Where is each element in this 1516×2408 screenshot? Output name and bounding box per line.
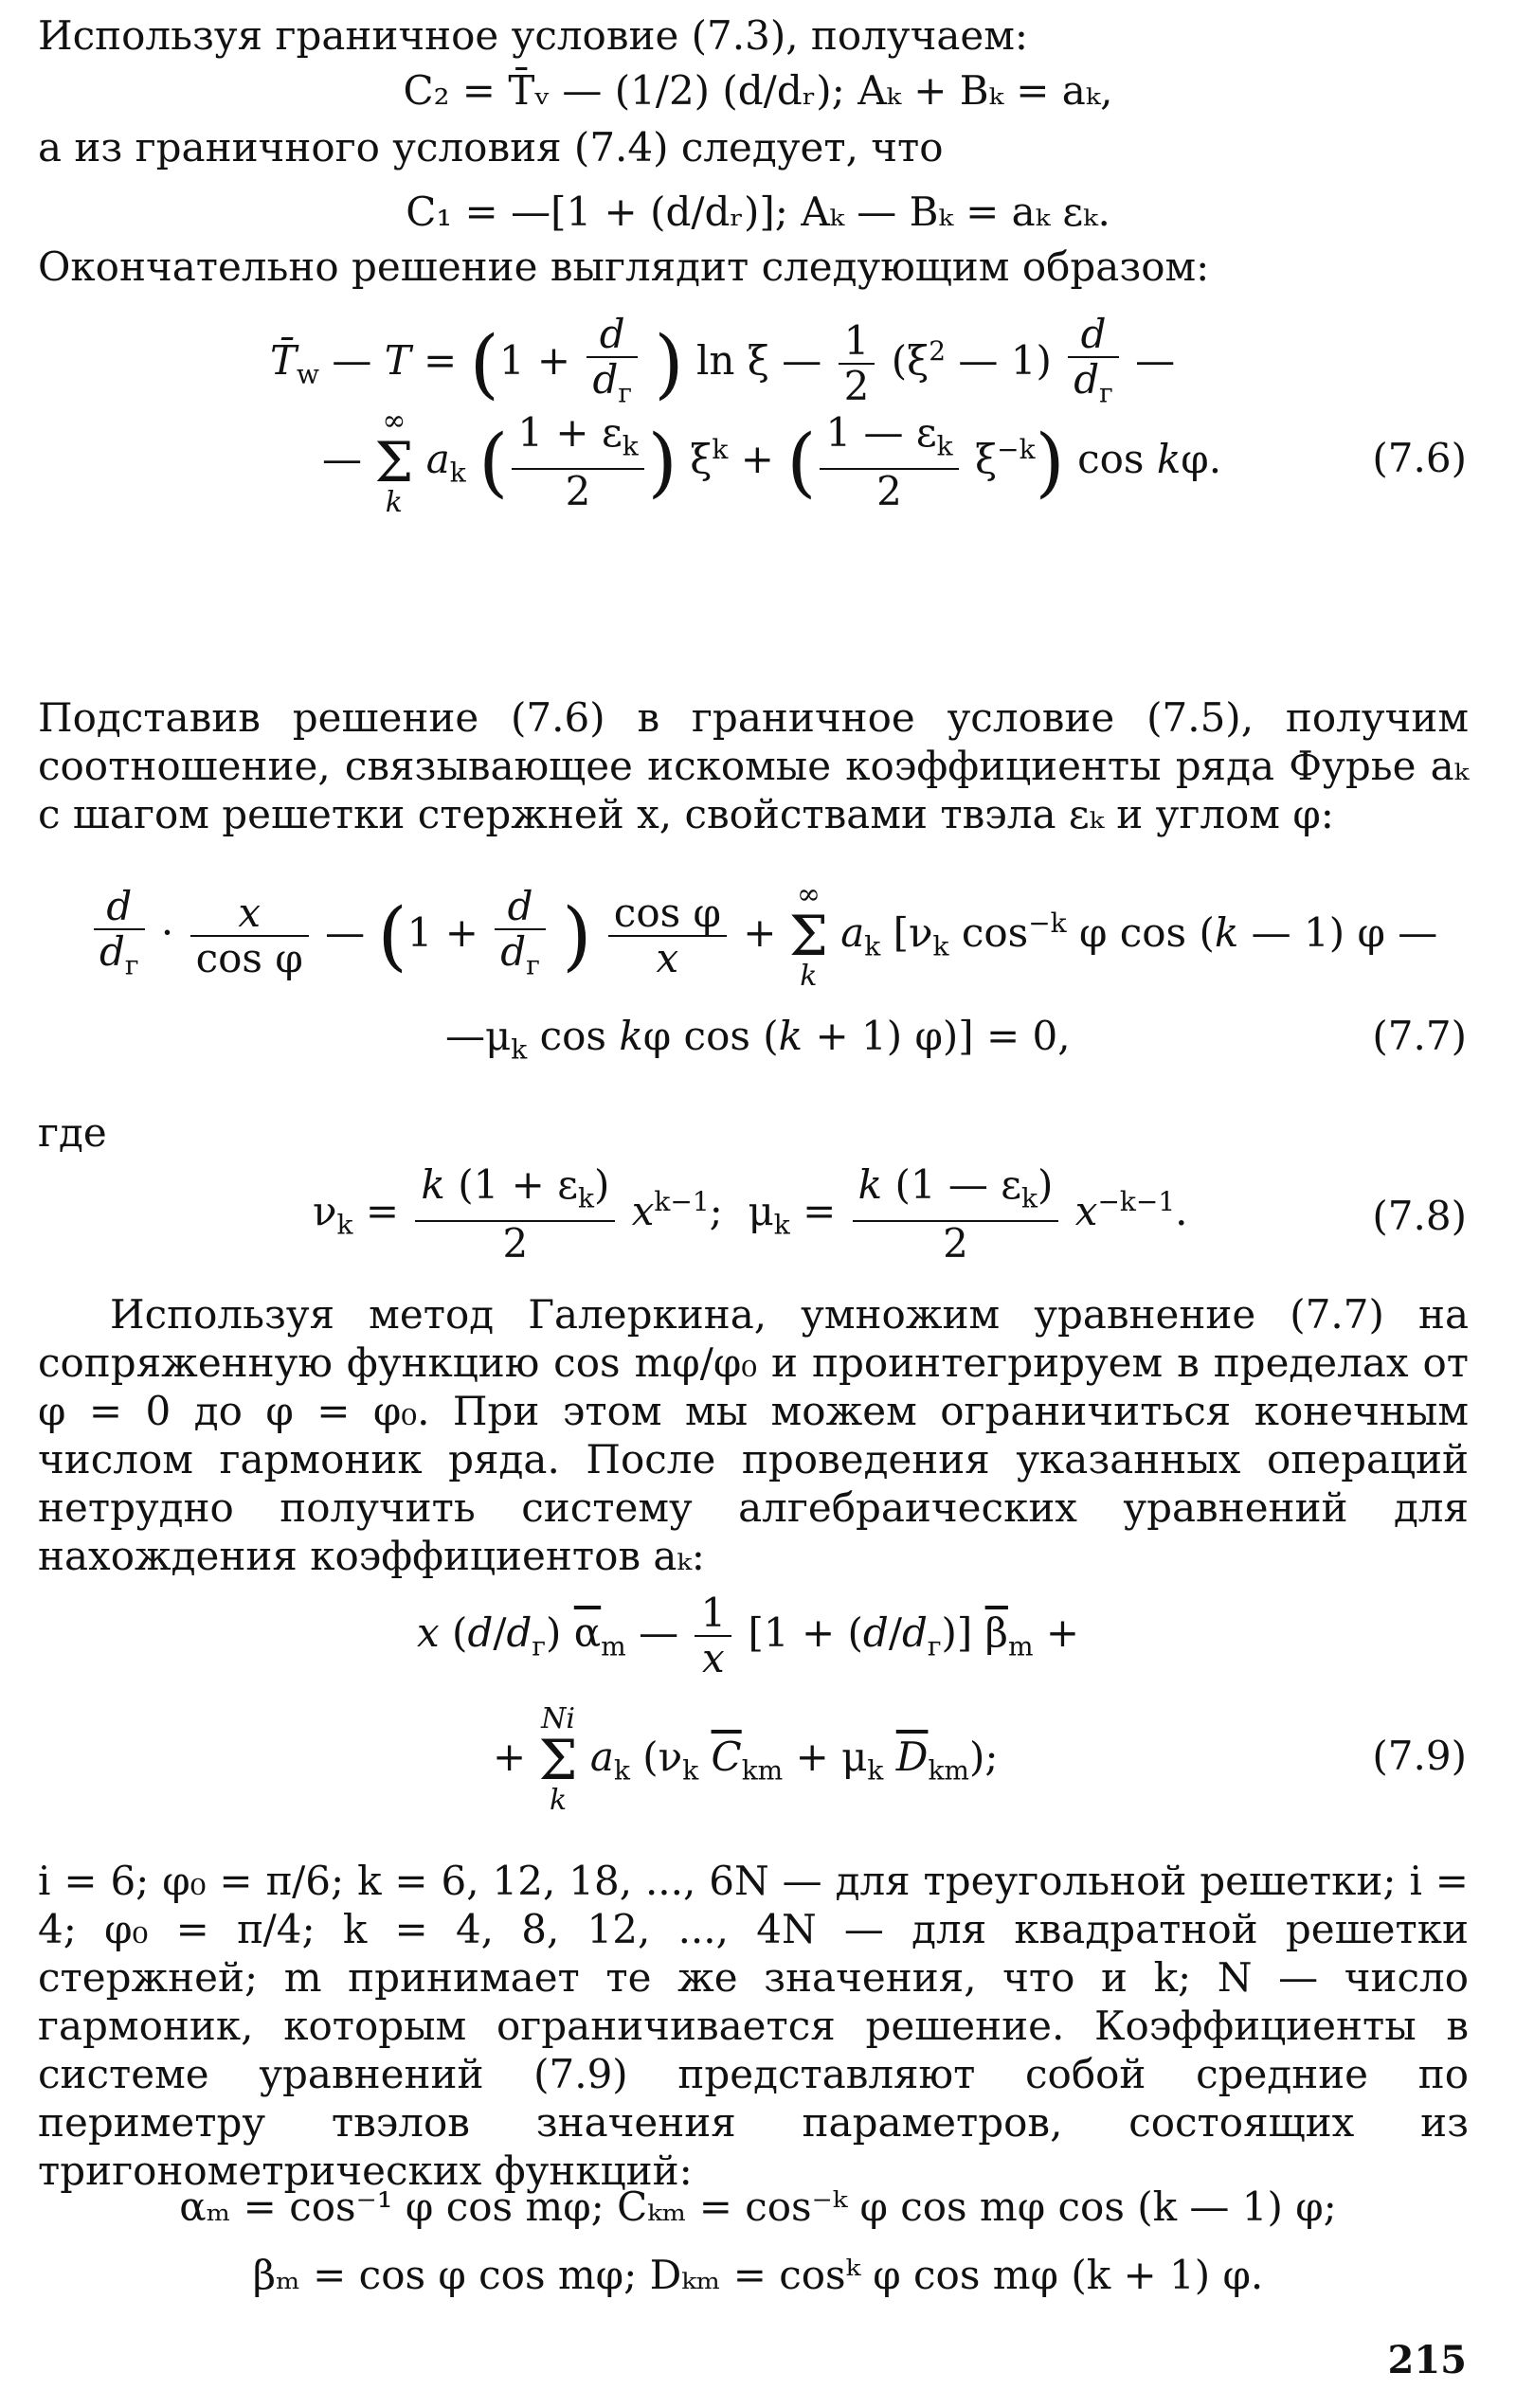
equation-number-7-9: (7.9) [1372,1733,1467,1779]
paragraph-solution: Окончательно решение выглядит следующим образом: [38,243,1210,290]
paragraph-galerkin: Используя метод Галеркина, умножим уравнение (7.7) на сопряженную функцию cos mφ/φ₀ и проинтегрируем в пределах от φ = 0 до φ = φ₀. При этом мы можем ограничиться конечным числом гармоник ряда. После проведения указанных операций нетрудно получить систему алгебраических уравнений для нахождения коэффициентов aₖ: [38,1291,1469,1579]
equation-number-7-7: (7.7) [1372,1013,1467,1059]
equation-7-8: $\nu_k$ = $\frac{k (1 + \varepsilon_k)}{2}$ $x^{k-1}$; $\mu_k$ = $\frac{k (1 — \varepsilon_k)}{2}$ $x^{-k-1}$. (7.8) [313,1161,1467,1267]
equation-c2: C₂ = T̄ᵥ — (1/2) (d/dᵣ); Aₖ + Bₖ = aₖ, [403,67,1113,114]
equation-7-7: $\frac{d}{d_г}$ · $\frac{x}{\text{cos φ}}$ — (1 + $\frac{d}{d_г}$ ) $\frac{\text{cos φ}}{x}$ + ∞ Σ k $a_k$ [$\nu_k$ $\cos^{-k} \varphi$ cos (k — 1) φ — $—\mu_k$ cos kφ cos (k + 1) φ)] = 0, (7.7) [0,881,1516,1070]
label-where: где [38,1109,107,1156]
equation-7-6: $T̄_w$ — T = (1 + $\frac{d}{d_г}$ ) ln ξ — $\frac{1}{2}$ ($\xi^2$ — 1) $\frac{d}{d_г}$ — — ∞ Σ k $a_k$ ( $\frac{1 + \varepsilon_k}{2}$ ) $\xi^k$ + ( $\frac{1 — \varepsilon_k}{2}$ $\xi^{-k}$) cos kφ. (7.6) [270,311,1467,519]
equation-c1: C₁ = —[1 + (d/dᵣ)]; Aₖ — Bₖ = aₖ εₖ. [406,189,1110,235]
equation-number-7-8: (7.8) [1372,1193,1467,1239]
equation-alpha-c: αₘ = cos⁻¹ φ cos mφ; Cₖₘ = cos⁻ᵏ φ cos mφ cos (k — 1) φ; [179,2183,1337,2230]
equation-beta-d: βₘ = cos φ cos mφ; Dₖₘ = cosᵏ φ cos mφ (k + 1) φ. [252,2252,1264,2298]
paragraph-substitution: Подставив решение (7.6) в граничное условие (7.5), получим соотношение, связывающее искомые коэффициенты ряда Фурье aₖ с шагом решетки стержней x, свойствами твэла εₖ и углом φ: [38,694,1469,837]
paragraph-coefficients: i = 6; φ₀ = π/6; k = 6, 12, 18, ..., 6N — для треугольной решетки; i = 4; φ₀ = π/4; k = 4, 8, 12, ..., 4N — для квадратной решетки стержней; m принимает те же значения, что и k; N — число гармоник, которым ограничивается решение. Коэффициенты в системе уравнений (7.9) представляют собой средние по периметру твэлов значения параметров, состоящих из тригонометрических функций: [38,1858,1469,2194]
paragraph-intro: Используя граничное условие (7.3), получаем: [38,12,1029,59]
page-number: 215 [1387,2338,1467,2382]
equation-7-9: x $(d/d_г)$ $\overline{\alpha}_m$ — $\frac{1}{x}$ $[1 + (d/d_г)]$ $\overline{\beta}_m$ + + Ni Σ k $a_k$ ($\nu_k$ $\overline{C}_{km} + \mu_k$ $\overline{D}_{km}$); (7.9) [417,1590,1467,1817]
paragraph-boundary: а из граничного условия (7.4) следует, что [38,124,944,171]
equation-number-7-6: (7.6) [1372,435,1467,481]
